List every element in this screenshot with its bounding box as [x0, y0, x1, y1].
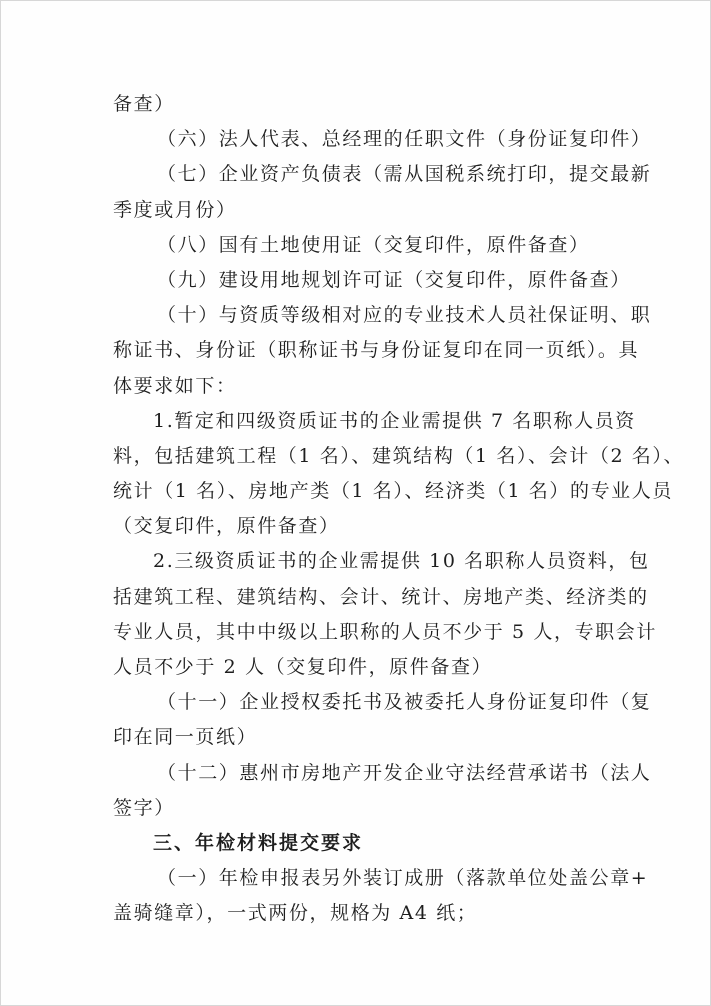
text-line-23: （一）年检申报表另外装订成册（落款单位处盖公章+ [157, 867, 649, 890]
text-line-6: （九）建设用地规划许可证（交复印件，原件备查） [157, 268, 631, 291]
text-line-9: 体要求如下： [113, 374, 237, 397]
text-line-24: 盖骑缝章），一式两份，规格为 A4 纸； [113, 902, 478, 925]
text-line-13: （交复印件，原件备查） [113, 515, 340, 538]
text-line-18: （十一）企业授权委托书及被委托人身份证复印件（复 [157, 691, 652, 714]
text-line-17: 人员不少于 2 人（交复印件，原件备查） [113, 656, 493, 678]
text-line-4: 季度或月份） [113, 198, 237, 221]
text-line-2: （六）法人代表、总经理的任职文件（身份证复印件） [157, 128, 652, 151]
text-line-8: 称证书、身份证（职称证书与身份证复印在同一页纸）。具 [113, 339, 640, 362]
text-line-12: 统计（1 名）、房地产类（1 名）、经济类（1 名）的专业人员 [113, 480, 673, 503]
text-line-11: 料，包括建筑工程（1 名）、建筑结构（1 名）、会计（2 名）、 [113, 444, 685, 467]
text-line-3: （七）企业资产负债表（需从国税系统打印，提交最新 [157, 163, 652, 186]
text-line-7: （十）与资质等级相对应的专业技术人员社保证明、职 [157, 304, 652, 327]
text-line-19: 印在同一页纸） [113, 726, 258, 749]
text-line-1: 备查） [113, 93, 175, 115]
text-line-21: 签字） [113, 796, 175, 819]
text-line-5: （八）国有土地使用证（交复印件，原件备查） [157, 233, 590, 256]
section-heading: 三、年检材料提交要求 [153, 831, 364, 854]
text-line-10: 1.暂定和四级资质证书的企业需提供 7 名职称人员资 [153, 409, 636, 432]
text-line-15: 括建筑工程、建筑结构、会计、统计、房地产类、经济类的 [113, 585, 649, 608]
text-line-20: （十二）惠州市房地产开发企业守法经营承诺书（法人 [157, 761, 652, 784]
text-line-16: 专业人员，其中中级以上职称的人员不少于 5 人，专职会计 [113, 620, 657, 643]
document-body [113, 87, 685, 932]
text-line-14: 2.三级资质证书的企业需提供 10 名职称人员资料，包 [153, 550, 650, 573]
